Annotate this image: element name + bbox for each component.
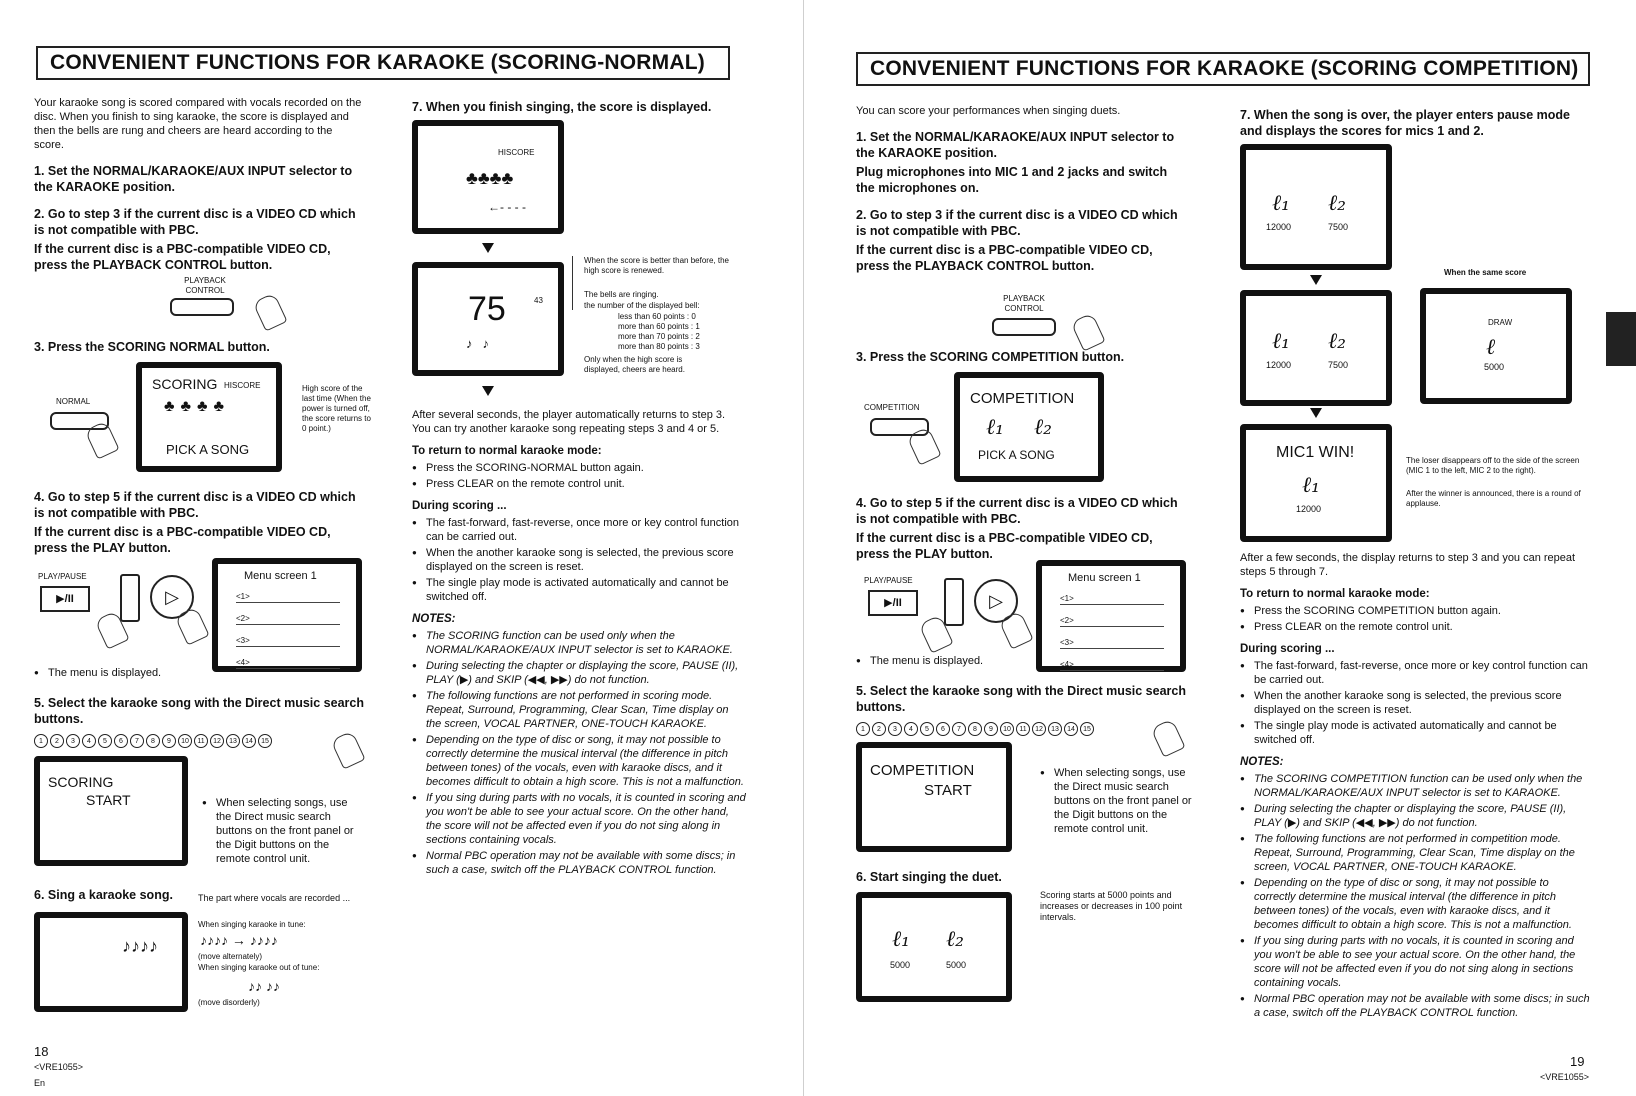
bell-row: more than 60 points : 1 bbox=[618, 322, 700, 331]
digit-button[interactable]: 12 bbox=[1032, 722, 1046, 736]
digit-button[interactable]: 6 bbox=[936, 722, 950, 736]
bell-row: more than 80 points : 3 bbox=[618, 342, 700, 351]
during-item: ● When the another karaoke song is selected, the previous score displayed on the screen is reset. bbox=[412, 546, 746, 574]
during-heading: During scoring ... bbox=[1240, 643, 1335, 655]
left-column-1 bbox=[34, 96, 364, 277]
arrow-down-icon bbox=[482, 243, 494, 253]
menu-item: <3> bbox=[236, 636, 340, 647]
play-pause-label: PLAY/PAUSE bbox=[864, 576, 913, 585]
menu-item: <4> bbox=[236, 658, 340, 669]
arrow-left-icon: ←- - - - bbox=[488, 200, 526, 214]
play-icon[interactable]: ▷ bbox=[974, 579, 1018, 623]
draw-score: 5000 bbox=[1484, 362, 1505, 372]
note-item: ● During selecting the chapter or displaying the score, PAUSE (II), PLAY (▶) and SKIP (◀◀, ▶▶) do not function. bbox=[412, 659, 746, 687]
bells-icon: ♣♣♣♣ bbox=[164, 398, 230, 415]
note-item: ● The following functions are not performed in scoring mode. Repeat, Surround, Programming, Clear Scan, Time display on the screen, VOCAL PARTNER, ONE-TOUCH KARAOKE. bbox=[412, 689, 746, 731]
competition-label: COMPETITION bbox=[864, 403, 920, 412]
arrow-down-icon bbox=[482, 386, 494, 396]
winner-text: MIC1 WIN! bbox=[1276, 444, 1355, 461]
music-notes-icon: ♪♪♪♪ bbox=[122, 936, 158, 956]
competition-text: COMPETITION bbox=[970, 390, 1075, 407]
digit-button[interactable]: 11 bbox=[194, 734, 208, 748]
hiscore-text: HISCORE bbox=[224, 381, 261, 390]
tv-duet-scores bbox=[856, 892, 1012, 1002]
document-code: <VRE1055> bbox=[34, 1062, 84, 1072]
step6-note: Scoring starts at 5000 points and increases or decreases in 100 point intervals. bbox=[1040, 890, 1183, 922]
step6-note5: (move disorderly) bbox=[198, 998, 260, 1007]
winner-score: 12000 bbox=[1296, 504, 1322, 514]
hand-icon bbox=[252, 292, 287, 331]
page-title: CONVENIENT FUNCTIONS FOR KARAOKE (SCORING-NORMAL) bbox=[36, 46, 730, 80]
during-item: ● The fast-forward, fast-reverse, once more or key control function can be carried out. bbox=[1240, 659, 1590, 687]
mic2-icon: ℓ₂ bbox=[946, 927, 964, 952]
digit-button[interactable]: 13 bbox=[1048, 722, 1062, 736]
note-item: ● The SCORING COMPETITION function can be used only when the NORMAL/KARAOKE/AUX INPUT selector is set to KARAOKE. bbox=[1240, 772, 1590, 800]
digit-button[interactable]: 7 bbox=[130, 734, 144, 748]
step-5: 5. Select the karaoke song with the Direct music search buttons. bbox=[34, 696, 364, 726]
step-2b: If the current disc is a PBC-compatible VIDEO CD, press the PLAYBACK CONTROL button. bbox=[856, 243, 1153, 273]
direct-music-search-buttons bbox=[856, 718, 1176, 736]
digit-button[interactable]: 1 bbox=[856, 722, 870, 736]
digit-button[interactable]: 7 bbox=[952, 722, 966, 736]
step-1a: 1. Set the NORMAL/KARAOKE/AUX INPUT selector to the KARAOKE position. bbox=[856, 130, 1175, 160]
digit-button[interactable]: 11 bbox=[1016, 722, 1030, 736]
tv-winner bbox=[1240, 424, 1392, 542]
playback-control-button[interactable] bbox=[170, 298, 234, 316]
digit-button[interactable]: 2 bbox=[50, 734, 64, 748]
notes-heading: NOTES: bbox=[1240, 756, 1284, 768]
step-4b: If the current disc is a PBC-compatible VIDEO CD, press the PLAY button. bbox=[856, 531, 1153, 561]
bells-icon: ♪♪ bbox=[466, 336, 499, 351]
tv-screen-scoring bbox=[136, 362, 282, 472]
mic1-score: 12000 bbox=[1266, 360, 1292, 370]
note-item: ● During selecting the chapter or displaying the score, PAUSE (II), PLAY (▶) and SKIP (◀◀, ▶▶) do not function. bbox=[1240, 802, 1590, 830]
return-item: ● Press the SCORING COMPETITION button again. bbox=[1240, 604, 1590, 618]
during-item: ● The fast-forward, fast-reverse, once more or key control function can be carried out. bbox=[412, 516, 746, 544]
digit-button[interactable]: 8 bbox=[968, 722, 982, 736]
during-item: ● When the another karaoke song is selected, the previous score displayed on the screen is reset. bbox=[1240, 689, 1590, 717]
remote-icon bbox=[944, 578, 964, 626]
digit-button[interactable]: 8 bbox=[146, 734, 160, 748]
digit-button[interactable]: 5 bbox=[98, 734, 112, 748]
note-item: ● Depending on the type of disc or song, it may not possible to correctly determine the musical interval (the difference in pitch between tones) of the vocals, even with karaoke discs, and it becomes difficult to obtain a high score. This is not a malfunction. bbox=[412, 733, 746, 789]
page-right bbox=[818, 0, 1636, 1096]
note-item: ● Normal PBC operation may not be available with some discs; in such a case, switch off the PLAYBACK CONTROL function. bbox=[1240, 992, 1590, 1020]
mic1-score: 5000 bbox=[890, 960, 911, 970]
hiscore-text: HISCORE bbox=[498, 148, 535, 157]
page-gutter bbox=[803, 0, 804, 1096]
menu-item: <2> bbox=[236, 614, 340, 625]
step-4a: 4. Go to step 5 if the current disc is a VIDEO CD which is not compatible with PBC. bbox=[34, 490, 356, 520]
menu-item: <1> bbox=[236, 592, 340, 603]
during-item: ● The single play mode is activated automatically and cannot be switched off. bbox=[412, 576, 746, 604]
menu-item: <4> bbox=[1060, 660, 1164, 671]
mic-icon: ℓ bbox=[1486, 335, 1496, 360]
tv-competition bbox=[954, 372, 1104, 482]
digit-button[interactable]: 13 bbox=[226, 734, 240, 748]
winner-note-1: The loser disappears off to the side of the screen (MIC 1 to the left, MIC 2 to the right). bbox=[1406, 456, 1580, 475]
mic2-score: 5000 bbox=[946, 960, 967, 970]
bell-rows bbox=[618, 312, 748, 352]
digit-button[interactable]: 15 bbox=[258, 734, 272, 748]
scoring-text: SCORING bbox=[48, 774, 114, 790]
bell-row: more than 70 points : 2 bbox=[618, 332, 700, 341]
menu-displayed-text: ● The menu is displayed. bbox=[856, 654, 1056, 668]
digit-button[interactable]: 10 bbox=[1000, 722, 1014, 736]
scoring-text: SCORING bbox=[152, 376, 218, 392]
menu-screen-title: Menu screen 1 bbox=[244, 570, 317, 582]
tv-final-scores bbox=[1240, 144, 1392, 270]
note-item: ● If you sing during parts with no vocals, it is counted in scoring and you won't be able to see your actual score. On the other hand, the score will not be affected even if you do not sing along in sections containing vocals. bbox=[1240, 934, 1590, 990]
return-heading: To return to normal karaoke mode: bbox=[1240, 588, 1430, 600]
menu-screen-title: Menu screen 1 bbox=[1068, 572, 1141, 584]
mic1-icon: ℓ₁ bbox=[1272, 329, 1290, 354]
step-3: 3. Press the SCORING COMPETITION button. bbox=[856, 350, 1125, 364]
digit-button[interactable]: 14 bbox=[242, 734, 256, 748]
normal-label: NORMAL bbox=[56, 397, 91, 406]
step-2a: 2. Go to step 3 if the current disc is a VIDEO CD which is not compatible with PBC. bbox=[856, 208, 1178, 238]
digit-button[interactable]: 15 bbox=[1080, 722, 1094, 736]
digit-button[interactable]: 3 bbox=[66, 734, 80, 748]
start-text: START bbox=[924, 782, 972, 799]
same-score-label: When the same score bbox=[1444, 268, 1527, 277]
step6-note3: (move alternately) bbox=[198, 952, 263, 961]
mic1-icon: ℓ₁ bbox=[892, 927, 910, 952]
tv-menu-screen bbox=[1036, 560, 1186, 672]
step-7: 7. When you finish singing, the score is displayed. bbox=[412, 100, 712, 114]
hand-icon bbox=[1070, 312, 1105, 351]
bell-note-2: The bells are ringing. bbox=[584, 290, 659, 299]
step6-note2: When singing karaoke in tune: bbox=[198, 920, 306, 929]
play-pause-label: PLAY/PAUSE bbox=[38, 572, 87, 581]
menu-item: <3> bbox=[1060, 638, 1164, 649]
step-5: 5. Select the karaoke song with the Direct music search buttons. bbox=[856, 684, 1186, 714]
after-text: After a few seconds, the display returns to step 3 and you can repeat steps 5 through 7. bbox=[1240, 552, 1576, 578]
playback-control-label: PLAYBACK CONTROL bbox=[184, 276, 226, 295]
score-value: 75 bbox=[468, 290, 506, 328]
start-text: START bbox=[86, 792, 131, 808]
digit-button[interactable]: 1 bbox=[34, 734, 48, 748]
music-notes-icon: ♪♪♪♪ → ♪♪♪♪ bbox=[200, 932, 278, 948]
note-item: ● Normal PBC operation may not be available with some discs; in such a case, switch off the PLAYBACK CONTROL function. bbox=[412, 849, 746, 877]
digit-button[interactable]: 5 bbox=[920, 722, 934, 736]
tv-loser-exit bbox=[1240, 290, 1392, 406]
winner-note-2: After the winner is announced, there is a round of applause. bbox=[1406, 489, 1581, 508]
mic1-icon: ℓ₁ bbox=[1302, 473, 1320, 498]
tv-scoring-start bbox=[34, 756, 188, 866]
note-item: ● Depending on the type of disc or song, it may not possible to correctly determine the musical interval (the difference in pitch between tones) of the vocals, even with karaoke discs, and it becomes difficult to obtain a high score. This is not a malfunction. bbox=[1240, 876, 1590, 932]
note-item: ● If you sing during parts with no vocals, it is counted in scoring and you won't be able to see your actual score. On the other hand, the score will not be affected even if you do not sing along in sections containing vocals. bbox=[412, 791, 746, 847]
return-item: ● Press the SCORING-NORMAL button again. bbox=[412, 461, 746, 475]
mic2-icon: ℓ₂ bbox=[1034, 415, 1052, 440]
digit-button[interactable]: 14 bbox=[1064, 722, 1078, 736]
step-3: 3. Press the SCORING NORMAL button. bbox=[34, 340, 270, 354]
bell-note-3: the number of the displayed bell: bbox=[584, 301, 700, 310]
step-6: 6. Sing a karaoke song. bbox=[34, 888, 173, 902]
digit-button[interactable]: 4 bbox=[904, 722, 918, 736]
mic2-icon: ℓ₂ bbox=[1328, 329, 1346, 354]
document-code: <VRE1055> bbox=[1540, 1072, 1590, 1082]
tv-singing bbox=[34, 912, 188, 1012]
tv-score bbox=[412, 262, 564, 376]
play-pause-button[interactable]: ▶/II bbox=[40, 586, 90, 612]
mic2-score: 7500 bbox=[1328, 222, 1349, 232]
menu-item: <1> bbox=[1060, 594, 1164, 605]
step5-note: ● When selecting songs, use the Direct music search buttons on the front panel or the Digit buttons on the remote control unit. bbox=[202, 796, 362, 866]
step5-note: ● When selecting songs, use the Direct music search buttons on the front panel or the Digit buttons on the remote control unit. bbox=[1040, 766, 1192, 836]
intro-text: You can score your performances when singing duets. bbox=[856, 105, 1121, 117]
digit-button[interactable]: 12 bbox=[210, 734, 224, 748]
step6-note1: The part where vocals are recorded ... bbox=[198, 893, 351, 903]
step-1b: Plug microphones into MIC 1 and 2 jacks and switch the microphones on. bbox=[856, 165, 1168, 195]
digit-button[interactable]: 4 bbox=[82, 734, 96, 748]
competition-text: COMPETITION bbox=[870, 762, 975, 779]
return-item: ● Press CLEAR on the remote control unit. bbox=[1240, 620, 1590, 634]
mic1-icon: ℓ₁ bbox=[1272, 191, 1290, 216]
page-number: 18 bbox=[34, 1044, 49, 1059]
menu-displayed-text: ● The menu is displayed. bbox=[34, 666, 234, 680]
digit-button[interactable]: 9 bbox=[162, 734, 176, 748]
pick-a-song-text: PICK A SONG bbox=[978, 448, 1055, 462]
page-tab-marker bbox=[1606, 312, 1636, 366]
arrow-down-icon bbox=[1310, 408, 1322, 418]
language-code: En bbox=[34, 1078, 46, 1088]
step-4b: If the current disc is a PBC-compatible VIDEO CD, press the PLAY button. bbox=[34, 525, 331, 555]
step-6: 6. Start singing the duet. bbox=[856, 870, 1002, 884]
music-notes-icon: ♪♪ ♪♪ bbox=[248, 978, 280, 994]
digit-button[interactable]: 9 bbox=[984, 722, 998, 736]
tv-competition-start bbox=[856, 742, 1012, 852]
step-2a: 2. Go to step 3 if the current disc is a VIDEO CD which is not compatible with PBC. bbox=[34, 207, 356, 237]
step-2b: If the current disc is a PBC-compatible VIDEO CD, press the PLAYBACK CONTROL button. bbox=[34, 242, 331, 272]
page-number: 19 bbox=[1570, 1054, 1585, 1069]
intro-text: Your karaoke song is scored compared with vocals recorded on the disc. When you finish to sing karaoke, the score is displayed and then the bells are rung and cheers are heard according to the score. bbox=[34, 97, 362, 151]
page-left bbox=[0, 0, 800, 1096]
bell-row: less than 60 points : 0 bbox=[618, 312, 696, 321]
tv-draw bbox=[1420, 288, 1572, 404]
digit-button[interactable]: 3 bbox=[888, 722, 902, 736]
return-heading: To return to normal karaoke mode: bbox=[412, 445, 602, 457]
tv-hiscore bbox=[412, 120, 564, 234]
pick-a-song-text: PICK A SONG bbox=[166, 442, 250, 457]
step6-note4: When singing karaoke out of tune: bbox=[198, 963, 320, 972]
mic1-score: 12000 bbox=[1266, 222, 1292, 232]
direct-music-search-buttons bbox=[34, 730, 354, 748]
bell-note-1: When the score is better than before, the high score is renewed. bbox=[584, 256, 729, 275]
bracket-line bbox=[572, 256, 575, 310]
arrow-down-icon bbox=[1310, 275, 1322, 285]
draw-text: DRAW bbox=[1488, 318, 1513, 327]
step-7: 7. When the song is over, the player enters pause mode and displays the scores for mics 1 and 2. bbox=[1240, 108, 1570, 138]
mic2-score: 7500 bbox=[1328, 360, 1349, 370]
after-text: After several seconds, the player automatically returns to step 3. You can try another karaoke song repeating steps 3 and 4 or 5. bbox=[412, 409, 726, 435]
remote-icon bbox=[120, 574, 140, 622]
step-4a: 4. Go to step 5 if the current disc is a VIDEO CD which is not compatible with PBC. bbox=[856, 496, 1178, 526]
play-pause-button[interactable]: ▶/II bbox=[868, 590, 918, 616]
bell-note-4: Only when the high score is displayed, cheers are heard. bbox=[584, 355, 685, 374]
hiscore-note: High score of the last time (When the power is turned off, the score returns to 0 point.) bbox=[302, 384, 371, 433]
page-title: CONVENIENT FUNCTIONS FOR KARAOKE (SCORING COMPETITION) bbox=[856, 52, 1590, 86]
menu-item: <2> bbox=[1060, 616, 1164, 627]
note-item: ● The following functions are not performed in competition mode. Repeat, Surround, Programming, Clear Scan, Time display on the screen, VOCAL PARTNER, ONE-TOUCH KARAOKE. bbox=[1240, 832, 1590, 874]
playback-control-label: PLAYBACK CONTROL bbox=[1003, 294, 1045, 313]
mic2-icon: ℓ₂ bbox=[1328, 191, 1346, 216]
digit-button[interactable]: 2 bbox=[872, 722, 886, 736]
tv-menu-screen bbox=[212, 558, 362, 672]
during-heading: During scoring ... bbox=[412, 500, 507, 512]
small-score: 43 bbox=[534, 296, 543, 305]
playback-control-button[interactable] bbox=[992, 318, 1056, 336]
return-item: ● Press CLEAR on the remote control unit. bbox=[412, 477, 746, 491]
note-item: ● The SCORING function can be used only when the NORMAL/KARAOKE/AUX INPUT selector is set to KARAOKE. bbox=[412, 629, 746, 657]
play-icon[interactable]: ▷ bbox=[150, 575, 194, 619]
during-item: ● The single play mode is activated automatically and cannot be switched off. bbox=[1240, 719, 1590, 747]
notes-heading: NOTES: bbox=[412, 613, 456, 625]
bells-icon: ♣♣♣♣ bbox=[466, 168, 514, 188]
digit-button[interactable]: 10 bbox=[178, 734, 192, 748]
digit-button[interactable]: 6 bbox=[114, 734, 128, 748]
step-1: 1. Set the NORMAL/KARAOKE/AUX INPUT selector to the KARAOKE position. bbox=[34, 164, 353, 194]
mic1-icon: ℓ₁ bbox=[986, 415, 1004, 440]
